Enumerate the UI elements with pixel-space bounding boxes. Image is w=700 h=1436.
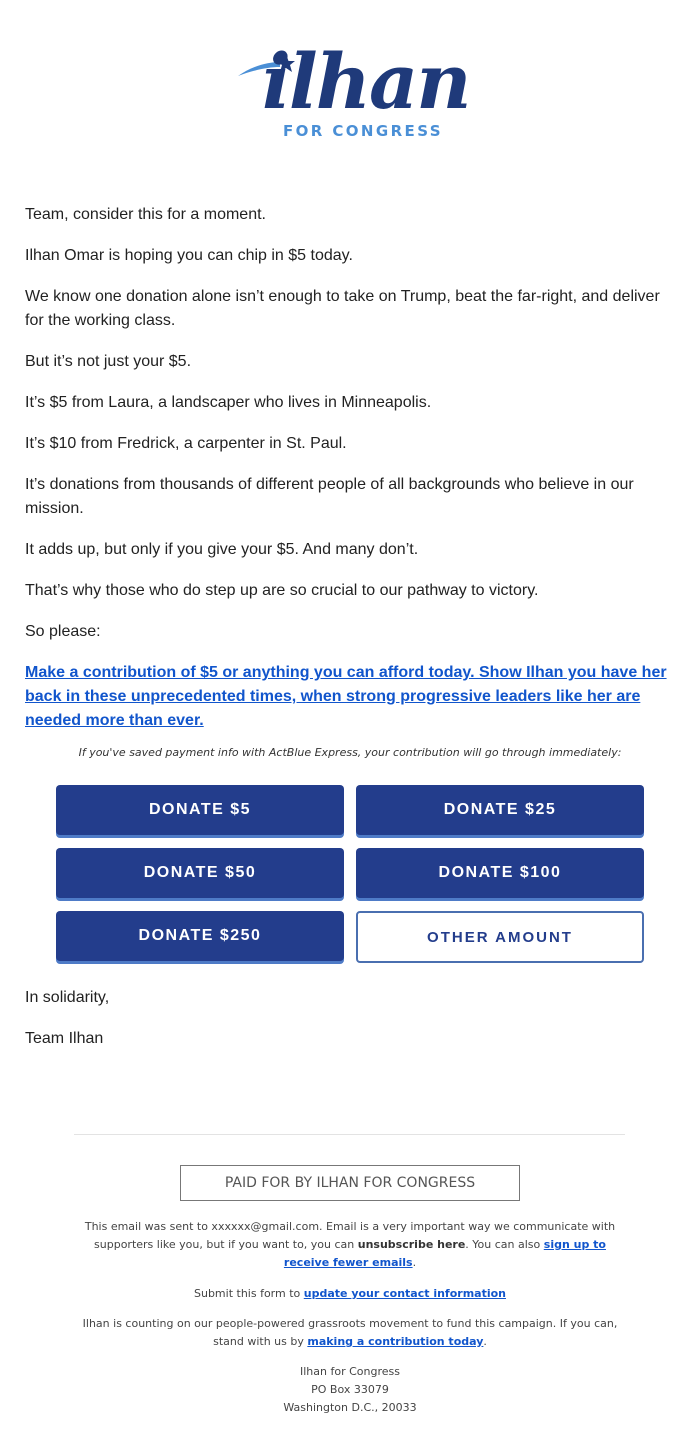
- signoff: [25, 986, 109, 1068]
- paragraph: Ilhan Omar is hoping you can chip in $5 today.: [25, 247, 353, 264]
- footer-grassroots-notice: [75, 1315, 625, 1351]
- footer-text: Submit this form to: [193, 1287, 304, 1300]
- paragraph: That’s why those who do step up are so crucial to our pathway to victory.: [25, 582, 539, 599]
- logo-wordmark: ilhan: [262, 37, 470, 126]
- paragraph: Team, consider this for a moment.: [25, 206, 266, 223]
- paid-for-disclaimer: PAID FOR BY ILHAN FOR CONGRESS: [180, 1165, 520, 1201]
- donate-100-button[interactable]: DONATE $100: [356, 848, 644, 898]
- donate-5-button[interactable]: DONATE $5: [56, 785, 344, 835]
- signoff-line: In solidarity,: [25, 989, 110, 1006]
- contribution-cta-link[interactable]: Make a contribution of $5 or anything you can afford today. Show Ilhan you have her back in these unprecedented times, when strong progressive leaders like her are needed more than ever.: [25, 664, 667, 729]
- paragraph: It’s $10 from Fredrick, a carpenter in St. Paul.: [25, 435, 347, 452]
- paragraph: We know one donation alone isn’t enough to take on Trump, beat the far-right, and deliver for the working class.: [25, 288, 660, 329]
- fewer-emails-link[interactable]: sign up to receive fewer emails: [283, 1238, 606, 1269]
- make-contribution-link[interactable]: making a contribution today: [307, 1335, 484, 1348]
- address-line: PO Box 33079: [311, 1383, 389, 1396]
- footer-text: Ilhan is counting on our people-powered grassroots movement to fund this campaign. If you can, stand with us by: [82, 1317, 618, 1348]
- address-line: Ilhan for Congress: [300, 1365, 400, 1378]
- footer-sent-notice: [75, 1218, 625, 1272]
- paragraph: But it’s not just your $5.: [25, 353, 192, 370]
- paragraph: So please:: [25, 623, 101, 640]
- logo-subtitle: FOR CONGRESS: [283, 122, 443, 140]
- other-amount-button[interactable]: OTHER AMOUNT: [356, 911, 644, 963]
- paragraph: It’s donations from thousands of different people of all backgrounds who believe in our mission.: [25, 476, 634, 517]
- donate-25-button[interactable]: DONATE $25: [356, 785, 644, 835]
- donate-50-button[interactable]: DONATE $50: [56, 848, 344, 898]
- email-body: [25, 203, 680, 733]
- donate-250-button[interactable]: DONATE $250: [56, 911, 344, 961]
- signature: Team Ilhan: [25, 1030, 104, 1047]
- update-contact-info-link[interactable]: update your contact information: [303, 1287, 506, 1300]
- address-line: Washington D.C., 20033: [283, 1401, 417, 1414]
- footer-text: . You can also: [465, 1238, 544, 1251]
- campaign-logo: [0, 37, 700, 146]
- paragraph: It adds up, but only if you give your $5. And many don’t.: [25, 541, 419, 558]
- footer-divider: [74, 1134, 625, 1135]
- footer-text: .: [412, 1256, 417, 1269]
- actblue-express-note: If you've saved payment info with ActBlue Express, your contribution will go through immediately:: [78, 746, 622, 759]
- footer-text: This email was sent to xxxxxx@gmail.com. Email is a very important way we communicate with supporters like you, but if you want to, you can: [84, 1220, 616, 1251]
- mailing-address: [75, 1363, 625, 1417]
- footer-text: .: [483, 1335, 487, 1348]
- unsubscribe-link[interactable]: unsubscribe here: [357, 1238, 466, 1251]
- footer-update-info: [75, 1285, 625, 1303]
- paragraph: It’s $5 from Laura, a landscaper who lives in Minneapolis.: [25, 394, 432, 411]
